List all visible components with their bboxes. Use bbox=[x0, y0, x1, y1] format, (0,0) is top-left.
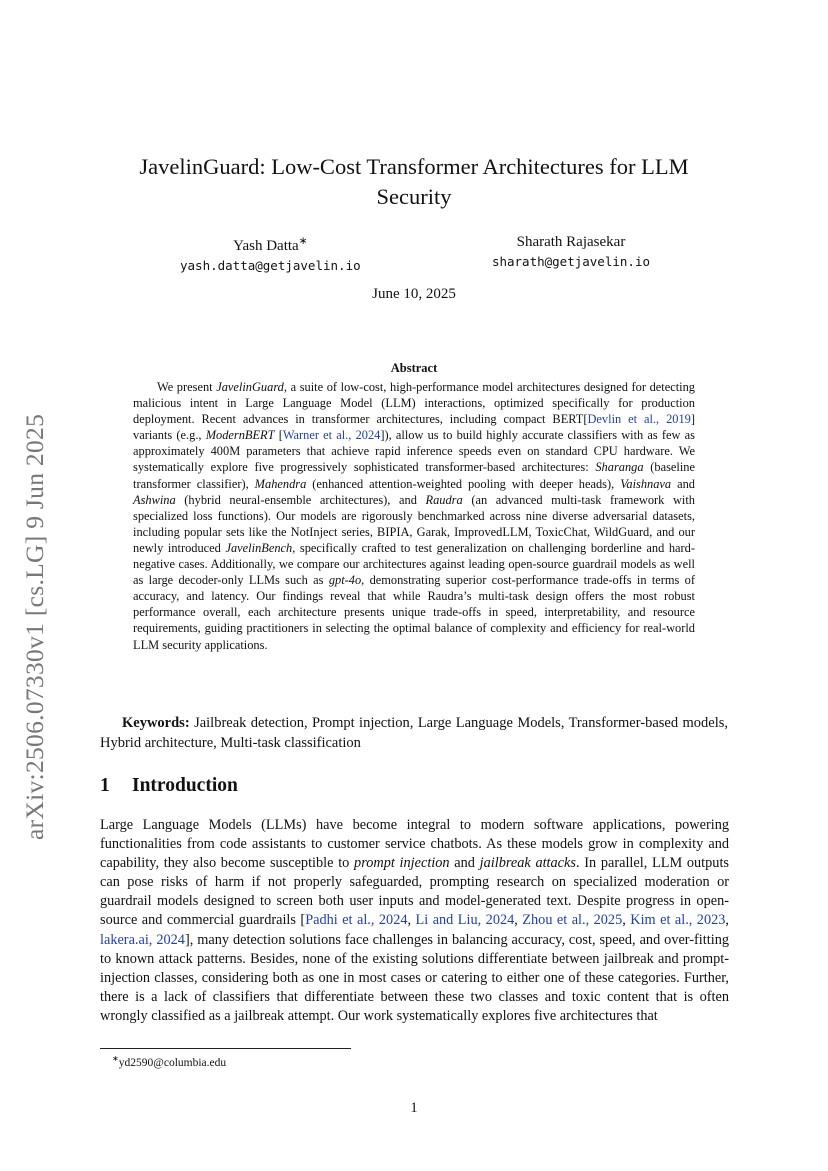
footnote-divider bbox=[100, 1048, 351, 1049]
footnote-text: yd2590@columbia.edu bbox=[118, 1056, 227, 1069]
abstract-text: We present JavelinGuard, a suite of low-cost, high-performance model architectures designed for detecting malicious intent in Large Language Model (LLM) interactions, optimized specifically for production deployment. Recent advances in transformer architectures, including compact BERT[Devlin et al., 2019] variants (e.g., ModernBERT [Warner et al., 2024]), allow us to build highly accurate classifiers with as few as approximately 400M parameters that achieve rapid inference speeds even on standard CPU hardware. We systematically explore five progressively sophisticated transformer-based architectures: Sharanga (baseline transformer classifier), Mahendra (enhanced attention-weighted pooling with deeper heads), Vaishnava and Ashwina (hybrid neural-ensemble architectures), and Raudra (an advanced multi-task framework with specialized loss functions). Our models are rigorously benchmarked across nine diverse adversarial datasets, including popular sets like the NotInject series, BIPIA, Garak, ImprovedLLM, ToxicChat, WildGuard, and our newly introduced JavelinBench, specifically crafted to test generalization on challenging borderline and hard-negative cases. Additionally, we compare our architectures against leading open-source guardrail models as well as large decoder-only LLMs such as gpt-4o, demonstrating superior cost-performance trade-offs in terms of accuracy, and latency. Our findings reveal that while Raudra’s multi-task design offers the most robust performance overall, each architecture presents unique trade-offs in speed, interpretability, and resource requirements, guiding practitioners in selecting the optimal balance of complexity and efficiency for real-world LLM security applications. bbox=[133, 380, 696, 652]
keywords bbox=[100, 714, 728, 753]
citation-link[interactable]: Kim et al., 2023 bbox=[630, 912, 726, 929]
footnote bbox=[112, 1054, 226, 1069]
citation-link[interactable]: Warner et al., 2024 bbox=[282, 428, 381, 443]
author-2 bbox=[492, 232, 650, 276]
section-heading-introduction bbox=[100, 775, 238, 797]
abstract-heading: Abstract bbox=[390, 361, 438, 375]
footnote-marker: ∗ bbox=[298, 236, 308, 247]
citation-link[interactable]: Zhou et al., 2025 bbox=[522, 912, 623, 929]
arxiv-identifier: arXiv:2506.07330v1 [cs.LG] 9 Jun 2025 bbox=[20, 413, 49, 840]
section-title: Introduction bbox=[132, 775, 238, 796]
citation-link[interactable]: Devlin et al., 2019 bbox=[587, 412, 691, 427]
page-number: 1 bbox=[410, 1100, 418, 1116]
keywords-text: Jailbreak detection, Prompt injection, Large Language Models, Transformer-based models, Hybrid architecture, Multi-task classification bbox=[100, 715, 728, 751]
citation-link[interactable]: Padhi et al., 2024 bbox=[305, 912, 408, 929]
author-email[interactable]: sharath@getjavelin.io bbox=[491, 254, 650, 269]
section-number: 1 bbox=[100, 775, 110, 796]
introduction-text: Large Language Models (LLMs) have become integral to modern software applications, powering functionalities from code assistants to customer service chatbots. As these models grow in complexity and capability, they also become susceptible to prompt injection and jailbreak attacks. In parallel, LLM outputs can pose risks of harm if not properly safeguarded, prompting research on specialized moderation or guardrail models designed to screen both user inputs and model-generated text. Despite progress in open-source and commercial guardrails [Padhi et al., 2024, Li and Liu, 2024, Zhou et al., 2025, Kim et al., 2023, lakera.ai, 2024], many detection solutions face challenges in balancing accuracy, cost, speed, and over-fitting to known attack patterns. Besides, none of the existing solutions differentiate between jailbreak and prompt-injection classes, considering both as one in most cases or catering to either one of these categories. Further, there is a lack of classifiers that differentiate between these two classes and toxic content that is often wrongly classified as a jailbreak attempt. Our work systematically explores five architectures that bbox=[100, 817, 729, 1024]
author-block bbox=[180, 232, 650, 276]
keywords-label: Keywords: bbox=[122, 715, 190, 731]
author-email[interactable]: yash.datta@getjavelin.io bbox=[180, 258, 361, 273]
author-name: Yash Datta bbox=[233, 238, 299, 254]
author-1 bbox=[180, 232, 361, 276]
paper-title: JavelinGuard: Low-Cost Transformer Architectures for LLM Security bbox=[139, 154, 689, 209]
author-name: Sharath Rajasekar bbox=[516, 234, 626, 250]
publication-date: June 10, 2025 bbox=[372, 286, 456, 302]
citation-link[interactable]: lakera.ai, 2024 bbox=[100, 931, 185, 948]
footnote-marker: ∗ bbox=[112, 1054, 119, 1063]
citation-link[interactable]: Li and Liu, 2024 bbox=[415, 912, 515, 929]
